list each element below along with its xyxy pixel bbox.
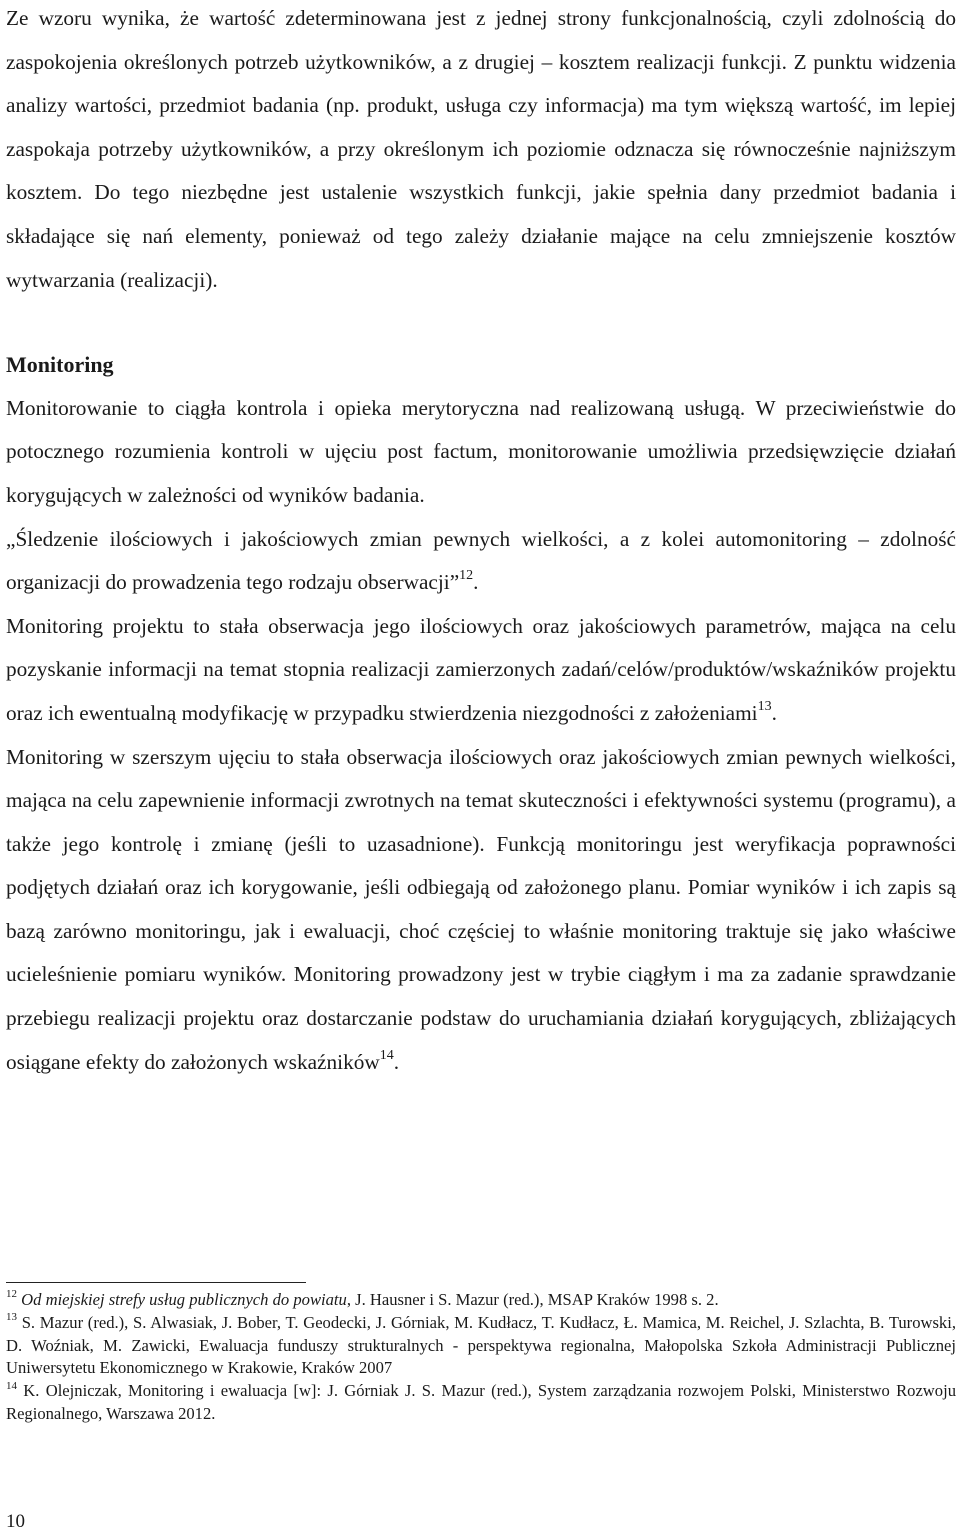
paragraph-project-monitoring (6, 605, 956, 736)
quote-end: . (473, 570, 479, 595)
footnote-number: 13 (6, 1311, 17, 1324)
footnote-ref-12: 12 (459, 568, 474, 584)
footnote-text: S. Mazur (red.), S. Alwasiak, J. Bober, T. Geodecki, J. Górniak, M. Kudłacz, T. Kudłacz, Ł. Mamica, M. Reichel, J. Szlachta, B. Turowski, D. Woźniak, M. Zawicki, Ewaluacja funduszy strukturalnych - perspektywa regionalna, Małopolska Szkoła Administracji Publicznej Uniwersytetu Ekonomicznego w Krakowie, Kraków 2007 (6, 1312, 956, 1378)
paragraph-broader-monitoring (6, 736, 956, 1085)
footnote-text: , J. Hausner i S. Mazur (red.), MSAP Kraków 1998 s. 2. (346, 1290, 719, 1309)
footnote-number: 12 (6, 1288, 17, 1301)
footnote-number: 14 (6, 1379, 17, 1392)
footnote-separator (6, 1282, 306, 1283)
footnote-12 (6, 1289, 956, 1312)
page-number: 10 (6, 1511, 25, 1532)
quote-text: „Śledzenie ilościowych i jakościowych zmian pewnych wielkości, a z kolei automonitoring – zdolność organizacji do prowadzenia tego rodzaju obserwacji” (6, 526, 956, 595)
footnote-ref-14: 14 (379, 1047, 394, 1063)
broader-monitoring-end: . (393, 1049, 400, 1074)
footnote-ref-13: 13 (757, 698, 772, 714)
paragraph-quote-tracking (6, 518, 956, 605)
footnote-text: K. Olejniczak, Monitoring i ewaluacja [w]: J. Górniak J. S. Mazur (red.), System zarządzania rozwojem Polski, Ministerstwo Rozwoju Regionalnego, Warszawa 2012. (6, 1381, 956, 1423)
footnote-14 (6, 1380, 956, 1426)
footnotes-section (6, 1282, 956, 1426)
section-heading-monitoring: Monitoring (6, 352, 114, 378)
paragraph-value-analysis: Ze wzoru wynika, że wartość zdeterminowana jest z jednej strony funkcjonalnością, czyli zdolnością do zaspokojenia określonych potrzeb użytkowników, a z drugiej – kosztem realizacji funkcji. Z punktu widzenia analizy wartości, przedmiot badania (np. produkt, usługa czy informacja) ma tym większą wartość, im lepiej zaspokaja potrzeby użytkowników, a przy określonym ich poziomie odznacza się równocześnie najniższym kosztem. Do tego niezbędne jest ustalenie wszystkich funkcji, jakie spełnia dany przedmiot badania i składające się nań elementy, ponieważ od tego zależy działanie mające na celu zmniejszenie kosztów wytwarzania (realizacji). (6, 6, 956, 292)
footnote-13 (6, 1312, 956, 1380)
footnote-title-italic: Od miejskiej strefy usług publicznych do powiatu (21, 1290, 347, 1309)
paragraph-monitoring-definition: Monitorowanie to ciągła kontrola i opieka merytoryczna nad realizowaną usługą. W przeciwieństwie do potocznego rozumienia kontroli w ujęciu post factum, monitorowanie umożliwia przedsięwzięcie działań korygujących w zależności od wyników badania. (6, 395, 956, 507)
project-monitoring-end: . (771, 700, 777, 725)
broader-monitoring-text: Monitoring w szerszym ujęciu to stała obserwacja ilościowych oraz jakościowych zmian pewnych wielkości, mająca na celu zapewnienie informacji zwrotnych na temat skuteczności i efektywności systemu (programu), a także jego kontrolę i zmianę (jeśli to uzasadnione). Funkcją monitoringu jest weryfikacja poprawności podjętych działań oraz ich korygowanie, jeśli odbiegają od założonego planu. Pomiar wyników i ich zapis są bazą zarówno monitoringu, jak i ewaluacji, choć częściej to właśnie monitoring traktuje się jako właściwe ucieleśnienie pomiaru wyników. Monitoring prowadzony jest w trybie ciągłym i ma za zadanie sprawdzanie przebiegu realizacji projektu oraz dostarczanie podstaw do uruchamiania działań korygujących, zbliżających osiągane efekty do założonych wskaźników (6, 744, 956, 1074)
project-monitoring-text: Monitoring projektu to stała obserwacja jego ilościowych oraz jakościowych parametrów, mająca na celu pozyskanie informacji na temat stopnia realizacji zamierzonych zadań/celów/produktów/wskaźników projektu oraz ich ewentualną modyfikację w przypadku stwierdzenia niezgodności z założeniami (6, 613, 956, 725)
page-body (6, 0, 956, 1084)
